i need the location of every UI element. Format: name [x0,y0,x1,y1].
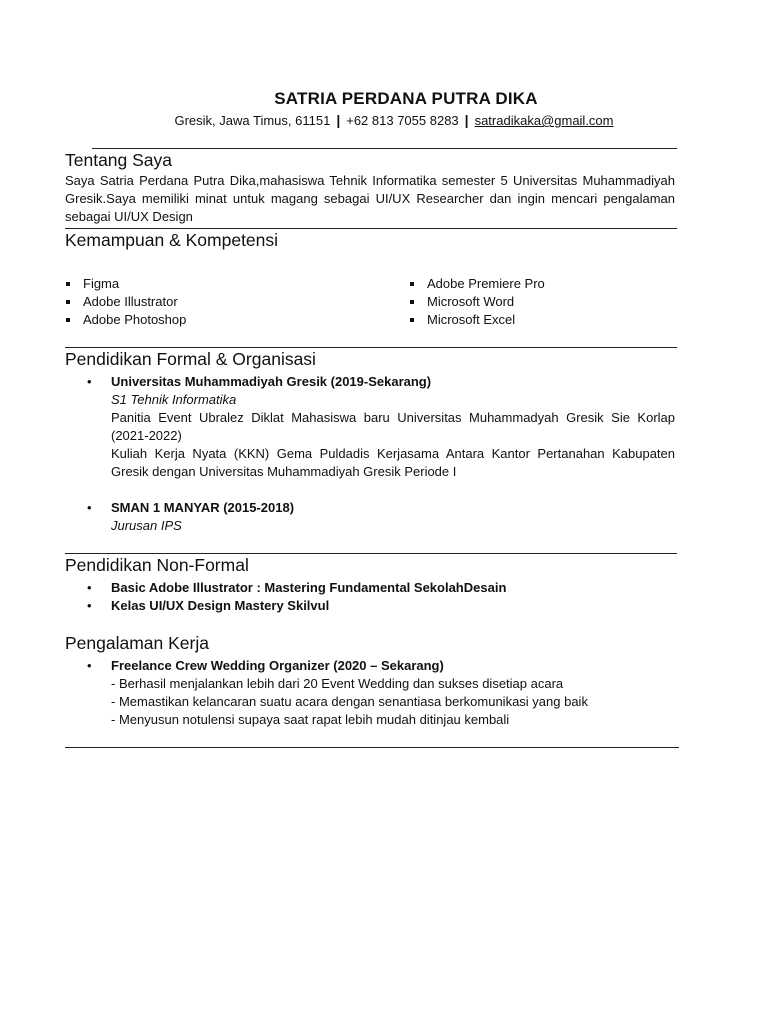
divider [65,747,679,748]
bullet: • [87,598,92,613]
section-heading-skills: Kemampuan & Kompetensi [65,230,279,250]
list-item: Adobe Photoshop [65,311,385,329]
skills-list-right [409,275,669,329]
divider [92,148,677,149]
entry-text: Kuliah Kerja Nyata (KKN) Gema Puldadis Kerjasama Antara Kantor Pertanahan Kabupaten Gresik dengan Universitas Muhammadiyah Gresik Periode I [111,446,675,479]
course-entry [87,597,675,615]
address: Gresik, Jawa Timus, 61151 [174,113,331,128]
bullet: • [87,374,92,389]
work-point: - Menyusun notulensi supaya saat rapat lebih mudah ditinjau kembali [111,712,510,727]
about-text: Saya Satria Perdana Putra Dika,mahasiswa Tehnik Informatika semester 5 Universitas Muhammadiyah Gresik.Saya memiliki minat untuk magang sebagai UI/UX Researcher dan ingin mencari pengalaman sebagai UI/UX Design [65,173,675,224]
entry-subtitle: S1 Tehnik Informatika [111,392,237,407]
entry-title: SMAN 1 MANYAR (2015-2018) [111,500,295,515]
list-item: Figma [65,275,385,293]
section-heading-formal: Pendidikan Formal & Organisasi [65,349,316,369]
bullet: • [87,580,92,595]
section-heading-work: Pengalaman Kerja [65,633,209,653]
work-entry [87,657,675,729]
divider [65,553,677,554]
bullet: • [87,658,92,673]
separator: | [336,112,341,128]
education-entry [87,499,675,535]
section-heading-about: Tentang Saya [65,150,173,170]
phone: +62 813 7055 8283 [346,113,459,128]
list-item: Adobe Premiere Pro [409,275,669,293]
bullet: • [87,500,92,515]
list-item: Microsoft Word [409,293,669,311]
entry-title: Basic Adobe Illustrator : Mastering Fundamental SekolahDesain [111,580,507,595]
skills-list-left [65,275,385,329]
list-item: Microsoft Excel [409,311,669,329]
work-point: - Berhasil menjalankan lebih dari 20 Event Wedding dan sukses disetiap acara [111,676,564,691]
applicant-name: SATRIA PERDANA PUTRA DIKA [274,89,538,108]
list-item: Adobe Illustrator [65,293,385,311]
entry-title: Kelas UI/UX Design Mastery Skilvul [111,598,330,613]
entry-title: Universitas Muhammadiyah Gresik (2019-Sekarang) [111,374,432,389]
entry-title: Freelance Crew Wedding Organizer (2020 – Sekarang) [111,658,444,673]
divider [65,228,677,229]
entry-text: Panitia Event Ubralez Diklat Mahasiswa baru Universitas Muhammadyah Gresik Sie Korlap (2021-2022) [111,410,675,443]
divider [65,347,677,348]
work-point: - Memastikan kelancaran suatu acara dengan senantiasa berkomunikasi yang baik [111,694,588,709]
education-entry [87,373,675,481]
contact-line [0,112,768,128]
section-heading-nonformal: Pendidikan Non-Formal [65,555,249,575]
separator: | [464,112,469,128]
entry-subtitle: Jurusan IPS [111,518,182,533]
email-link[interactable]: satradikaka@gmail.com [474,113,614,128]
course-entry [87,579,675,597]
